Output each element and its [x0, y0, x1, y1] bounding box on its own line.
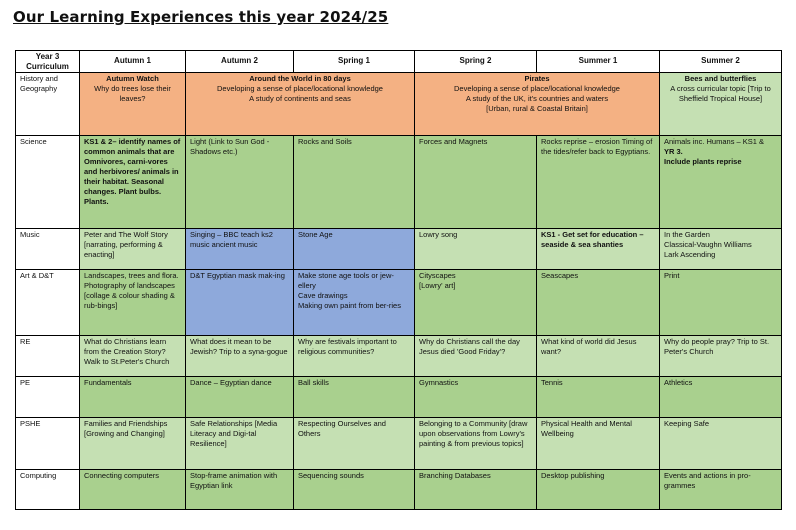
topic-line: [Urban, rural & Coastal Britain]: [486, 104, 588, 114]
cell-pe-summer2: Athletics: [660, 377, 782, 418]
cell-art-autumn2: D&T Egyptian mask mak-ing: [186, 270, 294, 336]
topic-line: Why do trees lose their leaves?: [94, 84, 171, 104]
term-header-autumn-1: Autumn 1: [80, 51, 186, 73]
cell-science-summer2: [660, 136, 782, 229]
cell-music-summer1: KS1 - Get set for education – seaside & sea shanties: [537, 229, 660, 270]
cell-computing-autumn2: Stop-frame animation with Egyptian link: [186, 470, 294, 510]
cell-science-autumn1: KS1 & 2– identify names of common animals that are Omnivores, carni-vores and herbivores/ animals in their habitat. Seasonal changes. Plant bulbs. Plants.: [80, 136, 186, 229]
topic-line: A cross curricular topic [Trip to Sheffield Tropical House]: [670, 84, 771, 104]
cell-art-spring1: [294, 270, 415, 336]
cell-pe-spring1: Ball skills: [294, 377, 415, 418]
subject-label: Art & D&T: [16, 270, 80, 336]
cell-art-summer2: Print: [660, 270, 782, 336]
cell-science-spring2: Forces and Magnets: [415, 136, 537, 229]
cell-re-summer1: What kind of world did Jesus want?: [537, 336, 660, 377]
term-header-summer-1: Summer 1: [537, 51, 660, 73]
cell-text: Animals inc. Humans – KS1 &: [664, 137, 765, 147]
cell-pshe-summer2: Keeping Safe: [660, 418, 782, 470]
cell-music-summer2: [660, 229, 782, 270]
cell-history-autumn2-spring1: [186, 73, 415, 136]
cell-computing-summer2: Events and actions in pro-grammes: [660, 470, 782, 510]
subject-label: RE: [16, 336, 80, 377]
cell-line: Making own paint from ber-ries: [298, 301, 401, 311]
cell-science-spring1: Rocks and Soils: [294, 136, 415, 229]
topic-line: Developing a sense of place/locational knowledge: [454, 84, 620, 94]
topic-line: A study of the UK, it's countries and waters: [465, 94, 609, 104]
cell-pshe-autumn2: Safe Relationships [Media Literacy and Digi-tal Resilience]: [186, 418, 294, 470]
subject-label: Science: [16, 136, 80, 229]
term-header-autumn-2: Autumn 2: [186, 51, 294, 73]
cell-history-autumn1: [80, 73, 186, 136]
topic-line: Developing a sense of place/locational knowledge: [217, 84, 383, 94]
topic-title: Around the World in 80 days: [249, 74, 351, 84]
cell-line: Make stone age tools or jew-ellery: [298, 271, 394, 291]
cell-music-spring2: Lowry song: [415, 229, 537, 270]
cell-line: [Lowry' art]: [419, 281, 456, 291]
row-pe: [16, 377, 782, 418]
cell-line: Cave drawings: [298, 291, 348, 301]
cell-pshe-spring1: Respecting Ourselves and Others: [294, 418, 415, 470]
cell-line: In the Garden: [664, 230, 710, 240]
subject-label: PE: [16, 377, 80, 418]
subject-label: PSHE: [16, 418, 80, 470]
cell-science-autumn2: Light (Link to Sun God - Shadows etc.): [186, 136, 294, 229]
term-header-spring-1: Spring 1: [294, 51, 415, 73]
cell-pe-autumn1: Fundamentals: [80, 377, 186, 418]
subject-label: Music: [16, 229, 80, 270]
cell-re-autumn2: What does it mean to be Jewish? Trip to a syna-gogue: [186, 336, 294, 377]
cell-music-autumn2: Singing – BBC teach ks2 music ancient music: [186, 229, 294, 270]
cell-computing-autumn1: Connecting computers: [80, 470, 186, 510]
page-title: Our Learning Experiences this year 2024/25: [13, 8, 389, 26]
topic-title: Pirates: [524, 74, 550, 84]
curriculum-table: [15, 50, 782, 510]
cell-line: Classical-Vaughn Williams: [664, 240, 752, 250]
subject-label: Computing: [16, 470, 80, 510]
row-science: [16, 136, 782, 229]
cell-history-summer2: [660, 73, 782, 136]
cell-line: Lark Ascending: [664, 250, 716, 260]
cell-art-spring2: [415, 270, 537, 336]
corner-header: Year 3 Curriculum: [16, 51, 80, 73]
cell-art-autumn1: Landscapes, trees and flora. Photography of landscapes [collage & colour shading & rub-bings]: [80, 270, 186, 336]
cell-text-bold: YR 3.: [664, 147, 683, 157]
topic-title: Bees and butterflies: [684, 74, 757, 84]
cell-re-autumn1: What do Christians learn from the Creation Story? Walk to St.Peter's Church: [80, 336, 186, 377]
cell-history-spring2-summer1: [415, 73, 660, 136]
term-header-summer-2: Summer 2: [660, 51, 782, 73]
cell-music-autumn1: Peter and The Wolf Story [narrating, performing & enacting]: [80, 229, 186, 270]
cell-computing-spring1: Sequencing sounds: [294, 470, 415, 510]
row-computing: [16, 470, 782, 510]
cell-art-summer1: Seascapes: [537, 270, 660, 336]
cell-pe-autumn2: Dance – Egyptian dance: [186, 377, 294, 418]
cell-music-spring1: Stone Age: [294, 229, 415, 270]
cell-pe-summer1: Tennis: [537, 377, 660, 418]
cell-computing-summer1: Desktop publishing: [537, 470, 660, 510]
cell-re-spring1: Why are festivals important to religious communities?: [294, 336, 415, 377]
cell-line: Cityscapes: [419, 271, 456, 281]
row-history-geography: [16, 73, 782, 136]
topic-title: Autumn Watch: [106, 74, 159, 84]
row-music: [16, 229, 782, 270]
row-re: [16, 336, 782, 377]
cell-re-spring2: Why do Christians call the day Jesus died 'Good Friday'?: [415, 336, 537, 377]
cell-computing-spring2: Branching Databases: [415, 470, 537, 510]
cell-pshe-summer1: Physical Health and Mental Wellbeing: [537, 418, 660, 470]
row-art-dt: [16, 270, 782, 336]
cell-pe-spring2: Gymnastics: [415, 377, 537, 418]
cell-science-summer1: Rocks reprise – erosion Timing of the tides/refer back to Egyptians.: [537, 136, 660, 229]
cell-pshe-spring2: Belonging to a Community [draw upon observations from Lowry's painting & from previous topics]: [415, 418, 537, 470]
term-header-spring-2: Spring 2: [415, 51, 537, 73]
cell-text-bold: Include plants reprise: [664, 157, 742, 167]
header-row: [16, 51, 782, 73]
subject-label: History and Geography: [16, 73, 80, 136]
topic-line: A study of continents and seas: [249, 94, 351, 104]
cell-pshe-autumn1: Families and Friendships [Growing and Changing]: [80, 418, 186, 470]
cell-re-summer2: Why do people pray? Trip to St. Peter's Church: [660, 336, 782, 377]
row-pshe: [16, 418, 782, 470]
